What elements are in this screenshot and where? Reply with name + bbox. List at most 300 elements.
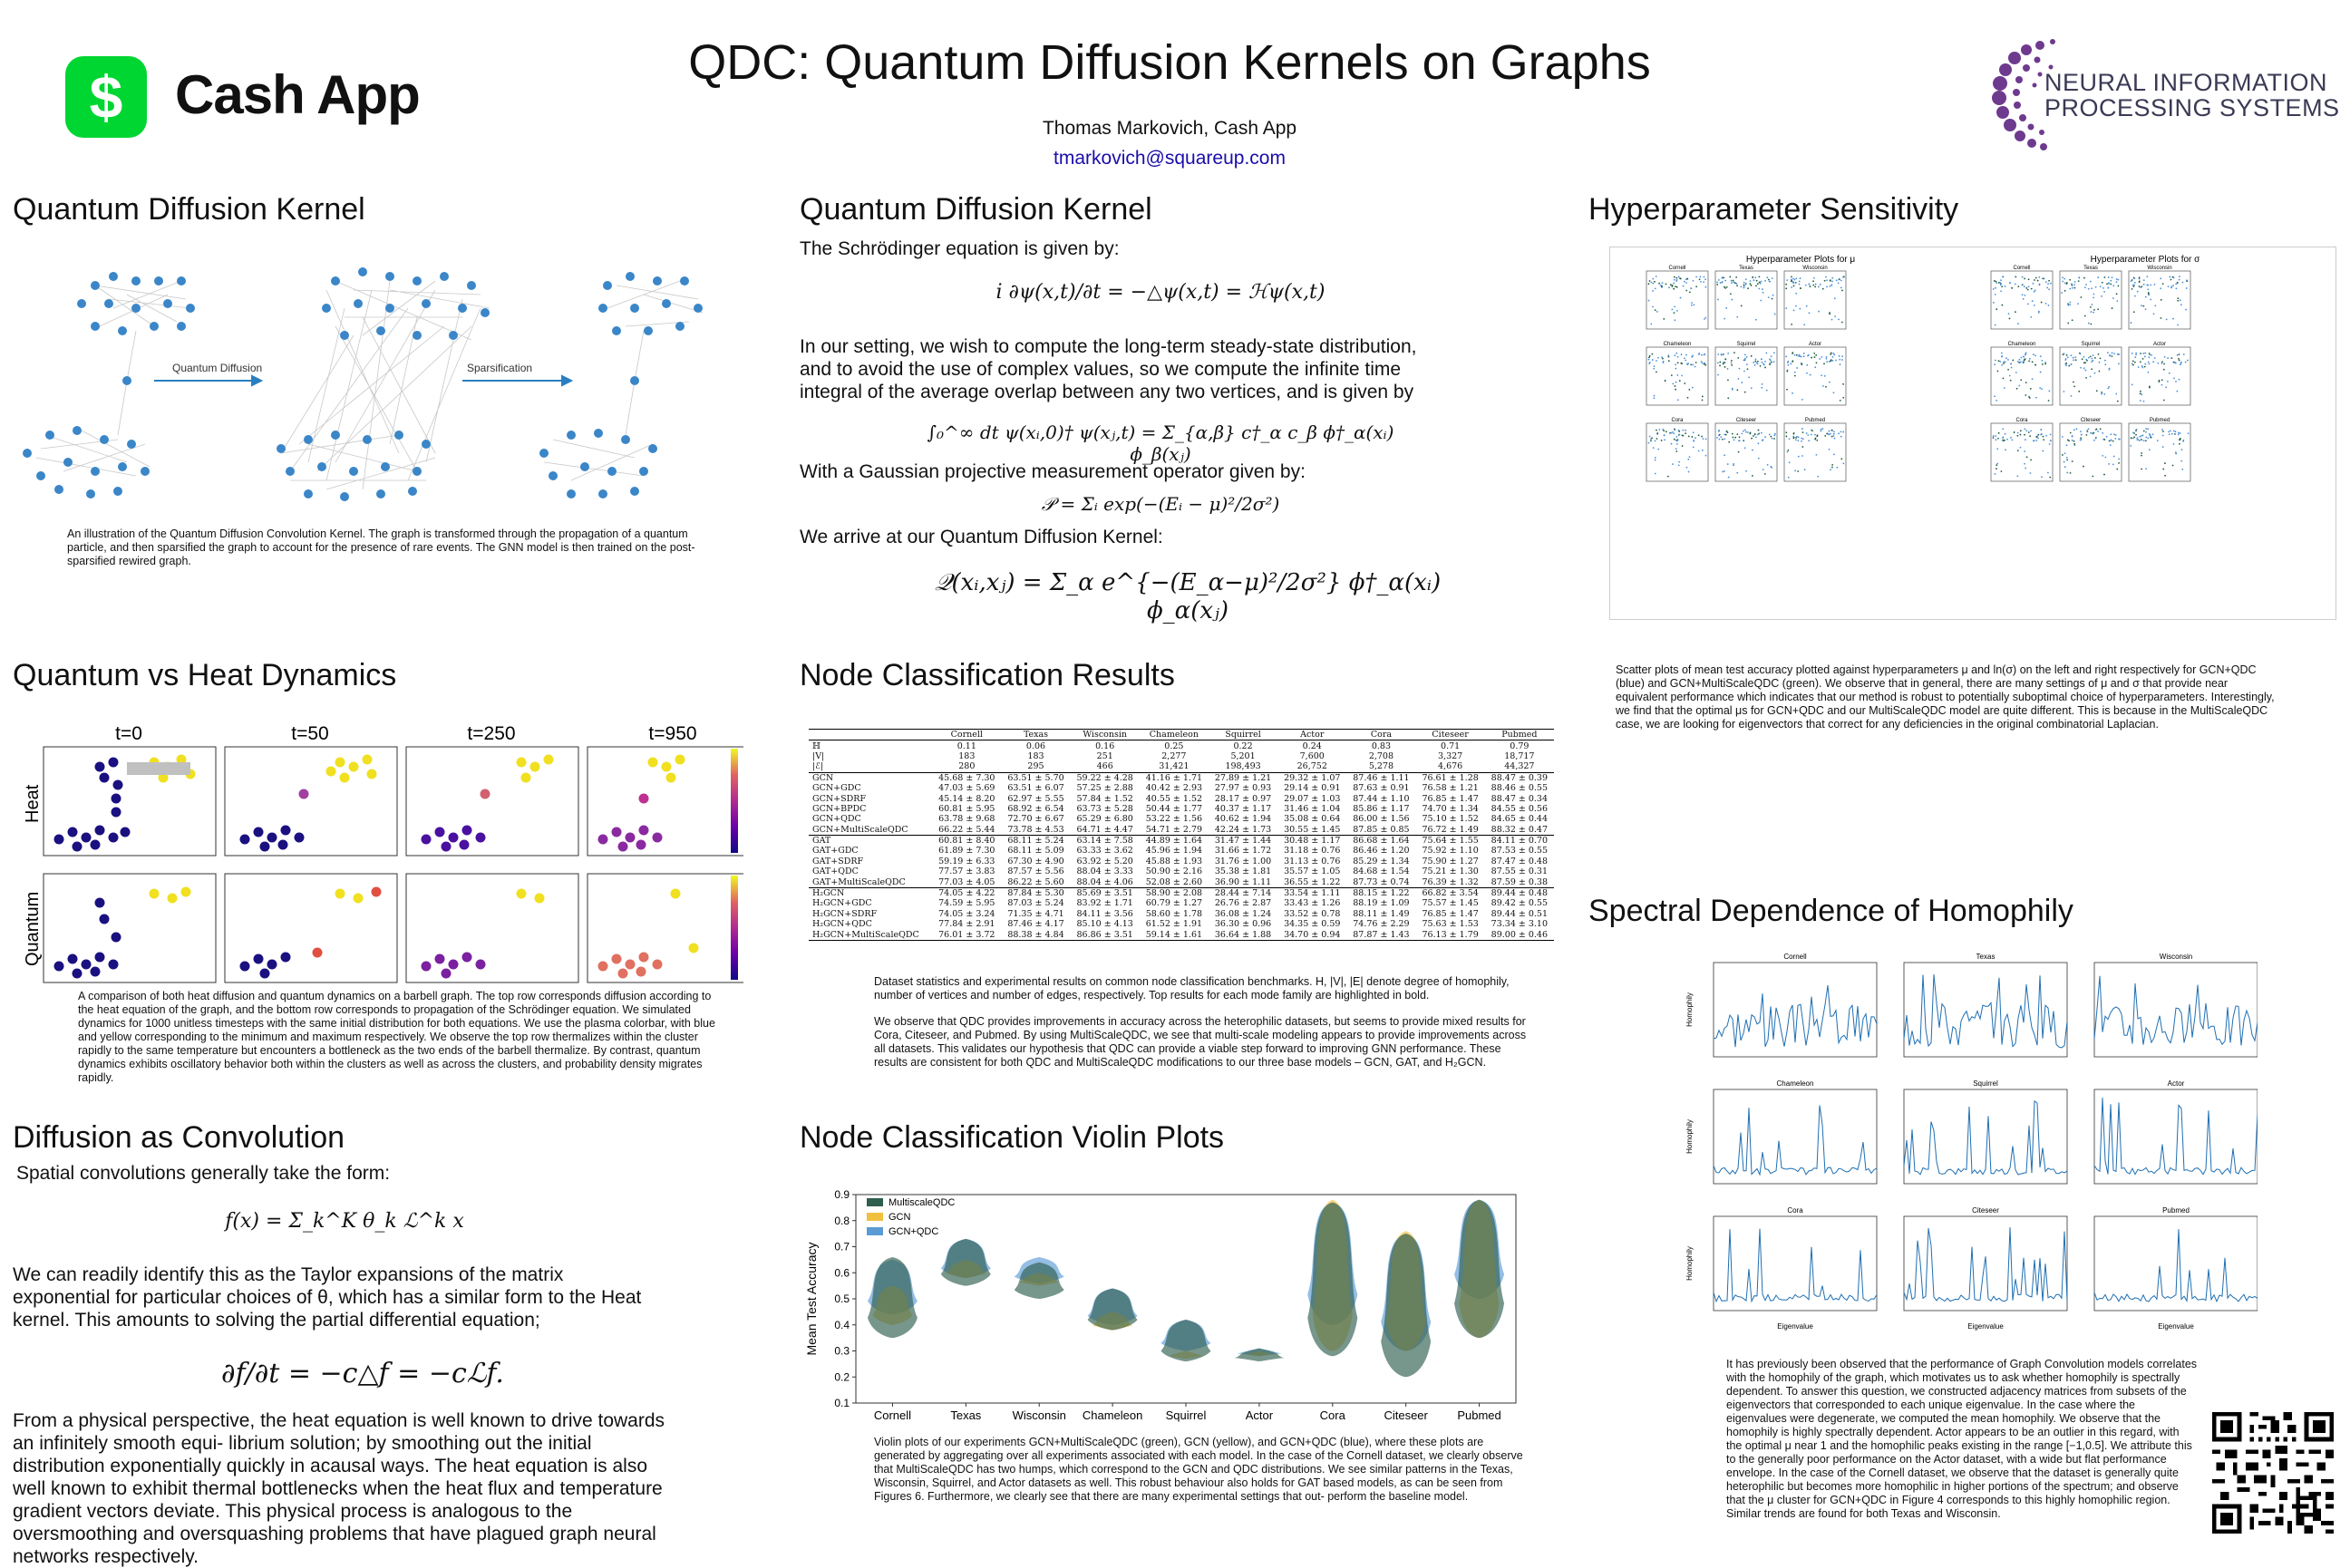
table-cell: 0.16 bbox=[1095, 740, 1115, 751]
scatter-point bbox=[2041, 302, 2043, 304]
scatter-point bbox=[2180, 460, 2182, 462]
scatter-point bbox=[2088, 357, 2090, 359]
scatter-point bbox=[1677, 399, 1679, 401]
x-axis-label: Eigenvalue bbox=[1967, 1322, 2004, 1331]
scatter-point bbox=[2144, 363, 2146, 365]
table-cell: 36.55 ± 1.22 bbox=[1284, 876, 1341, 887]
scatter-point bbox=[1831, 281, 1833, 283]
scatter-point bbox=[1754, 364, 1756, 366]
scatter-point bbox=[2070, 472, 2072, 474]
scatter-point bbox=[1727, 368, 1729, 370]
scatter-point bbox=[1762, 383, 1763, 385]
scatter-point bbox=[2043, 436, 2044, 438]
table-cell: 87.87 ± 1.43 bbox=[1346, 929, 1415, 940]
scatter-point bbox=[2040, 355, 2042, 357]
table-cell: 34.70 ± 0.94 bbox=[1277, 929, 1346, 940]
scatter-point bbox=[2087, 431, 2089, 433]
scatter-point bbox=[2133, 277, 2135, 279]
scatter-point bbox=[2091, 358, 2093, 360]
scatter-point bbox=[1792, 392, 1793, 394]
scatter-point bbox=[2096, 390, 2098, 392]
scatter-point bbox=[1829, 361, 1830, 363]
scatter-point bbox=[1682, 430, 1684, 431]
scatter-point bbox=[2048, 305, 2050, 306]
scatter-point bbox=[2065, 363, 2067, 364]
scatter-point bbox=[1754, 433, 1756, 435]
table-cell: 29.32 ± 1.07 bbox=[1277, 772, 1346, 783]
scatter-point bbox=[2091, 368, 2093, 370]
scatter-point bbox=[2141, 452, 2142, 454]
scatter-point bbox=[2068, 365, 2070, 367]
table-row-label: GCN bbox=[809, 772, 932, 783]
y-tick-label: 0.5 bbox=[834, 1292, 850, 1305]
scatter-point bbox=[1812, 280, 1814, 282]
scatter-point bbox=[1815, 284, 1817, 286]
scatter-point bbox=[2117, 353, 2119, 355]
table-cell: Wisconsin bbox=[1071, 730, 1140, 740]
scatter-point bbox=[1802, 431, 1804, 433]
scatter-point bbox=[1813, 353, 1815, 354]
scatter-point bbox=[2064, 290, 2066, 292]
scatter-point bbox=[1809, 283, 1811, 285]
scatter-point bbox=[1737, 357, 1739, 359]
scatter-point bbox=[2130, 445, 2132, 447]
equation-spatial-conv: f(x) = Σ_k^K θ_k ℒ^k x bbox=[225, 1210, 464, 1233]
scatter-point bbox=[2064, 452, 2066, 454]
scatter-point bbox=[2145, 440, 2147, 441]
scatter-point bbox=[1681, 375, 1683, 377]
scatter-point bbox=[2076, 428, 2078, 430]
scatter-point bbox=[2163, 363, 2165, 365]
scatter-point bbox=[2093, 312, 2094, 314]
scatter-point bbox=[1792, 281, 1794, 283]
scatter-point bbox=[1760, 300, 1762, 302]
scatter-point bbox=[2022, 294, 2024, 295]
scatter-point bbox=[2173, 377, 2175, 379]
scatter-point bbox=[1704, 363, 1705, 365]
scatter-point bbox=[2020, 357, 2022, 359]
scatter-point bbox=[2132, 285, 2134, 286]
scatter-point bbox=[2136, 429, 2138, 431]
scatter-point bbox=[1806, 364, 1808, 366]
scatter-point bbox=[2140, 353, 2141, 354]
scatter-point bbox=[1651, 353, 1653, 355]
scatter-point bbox=[1762, 440, 1763, 441]
scatter-point bbox=[1785, 431, 1787, 433]
scatter-point bbox=[1744, 359, 1746, 361]
scatter-point bbox=[1793, 432, 1795, 434]
scatter-point bbox=[1648, 442, 1650, 444]
scatter-point bbox=[2003, 363, 2005, 364]
scatter-point bbox=[2174, 433, 2176, 435]
scatter-point bbox=[2140, 391, 2141, 392]
results-table bbox=[809, 729, 1554, 941]
scatter-point bbox=[2161, 361, 2163, 363]
table-row-label: H₂GCN+MultiScaleQDC bbox=[809, 929, 932, 940]
subplot-title: Pubmed bbox=[2162, 1206, 2190, 1215]
scatter-point bbox=[1701, 354, 1703, 356]
scatter-point bbox=[2061, 292, 2063, 294]
scatter-point bbox=[2162, 431, 2164, 432]
table-cell: 0.22 bbox=[1233, 740, 1253, 751]
table-cell: 31.76 ± 1.00 bbox=[1214, 856, 1272, 866]
scatter-point bbox=[1705, 438, 1707, 440]
scatter-point bbox=[2098, 353, 2100, 355]
table-cell: 76.13 ± 1.79 bbox=[1416, 929, 1485, 940]
table-cell: 87.84 ± 5.30 bbox=[1001, 887, 1070, 898]
scatter-point bbox=[2175, 451, 2177, 453]
scatter-point bbox=[1840, 431, 1842, 432]
scatter-point bbox=[2081, 434, 2083, 436]
scatter-point bbox=[2117, 279, 2119, 281]
scatter-point bbox=[1663, 318, 1665, 320]
scatter-point bbox=[1650, 282, 1652, 284]
scatter-point bbox=[1826, 361, 1828, 363]
scatter-point bbox=[1842, 431, 1844, 433]
table-cell: 73.34 ± 3.10 bbox=[1491, 919, 1549, 930]
table-cell: Pubmed bbox=[1485, 730, 1554, 740]
table-row-label: H₂GCN+SDRF bbox=[812, 908, 878, 919]
scatter-point bbox=[1695, 362, 1697, 363]
scatter-point bbox=[1790, 363, 1792, 364]
scatter-point bbox=[2030, 472, 2032, 474]
subplot-title: Squirrel bbox=[1736, 342, 1756, 347]
scatter-point bbox=[2162, 446, 2164, 448]
scatter-point bbox=[1745, 431, 1747, 433]
scatter-point bbox=[1732, 433, 1733, 435]
scatter-point bbox=[2062, 436, 2064, 438]
scatter-point bbox=[1771, 355, 1772, 357]
scatter-point bbox=[2066, 282, 2068, 284]
scatter-point bbox=[1661, 286, 1663, 287]
scatter-point bbox=[1655, 309, 1656, 311]
scatter-point bbox=[1838, 282, 1840, 284]
scatter-point bbox=[2141, 455, 2142, 457]
table-cell: 35.57 ± 1.05 bbox=[1284, 866, 1341, 877]
table-cell: 86.86 ± 3.51 bbox=[1071, 929, 1140, 940]
scatter-point bbox=[2048, 280, 2050, 282]
scatter-point bbox=[2161, 317, 2162, 319]
scatter-point bbox=[1654, 395, 1656, 397]
scatter-point bbox=[1733, 280, 1734, 282]
table-row-label: GCN+MultiScaleQDC bbox=[812, 824, 908, 835]
table-cell: 63.73 ± 5.28 bbox=[1076, 803, 1133, 814]
scatter-point bbox=[2032, 378, 2034, 380]
scatter-point bbox=[2028, 431, 2030, 433]
scatter-point bbox=[2112, 440, 2114, 442]
table-cell: 77.03 ± 4.05 bbox=[938, 876, 995, 887]
scatter-point bbox=[2083, 277, 2085, 279]
table-cell: 54.71 ± 2.79 bbox=[1145, 824, 1203, 835]
scatter-point bbox=[1724, 438, 1725, 440]
table-cell: 31.46 ± 1.04 bbox=[1284, 803, 1341, 814]
scatter-point bbox=[1826, 356, 1828, 358]
scatter-point bbox=[1741, 286, 1743, 288]
scatter-point bbox=[1840, 400, 1841, 402]
scatter-point bbox=[1664, 434, 1665, 436]
table-row-label bbox=[809, 730, 932, 740]
scatter-point bbox=[2048, 391, 2050, 392]
scatter-point bbox=[1806, 305, 1808, 307]
scatter-point bbox=[2112, 463, 2114, 465]
scatter-point bbox=[1743, 287, 1745, 289]
scatter-point bbox=[2154, 305, 2156, 306]
table-cell: 87.03 ± 5.24 bbox=[1007, 898, 1064, 909]
scatter-point bbox=[2118, 462, 2120, 464]
scatter-point bbox=[1648, 300, 1650, 302]
scatter-point bbox=[2066, 472, 2068, 474]
table-cell: 4,676 bbox=[1438, 761, 1463, 772]
scatter-point bbox=[2025, 394, 2026, 396]
table-row-label: GAT bbox=[809, 835, 932, 846]
scatter-point bbox=[1741, 382, 1743, 383]
scatter-point bbox=[1766, 276, 1768, 278]
scatter-point bbox=[1840, 280, 1842, 282]
scatter-point bbox=[1726, 286, 1728, 288]
author-email-link[interactable]: tmarkovich@squareup.com bbox=[1054, 148, 1286, 169]
scatter-point bbox=[1719, 439, 1721, 440]
subplot-title: Squirrel bbox=[2081, 342, 2101, 347]
time-label-50: t=50 bbox=[291, 723, 329, 744]
scatter-point bbox=[1996, 281, 1997, 283]
scatter-point bbox=[1773, 438, 1775, 440]
scatter-point bbox=[2165, 386, 2167, 388]
scatter-point bbox=[2118, 438, 2120, 440]
scatter-point bbox=[1675, 280, 1677, 282]
scatter-point bbox=[1747, 431, 1749, 433]
scatter-point bbox=[1757, 361, 1759, 363]
scatter-point bbox=[1671, 374, 1673, 376]
scatter-point bbox=[2141, 365, 2143, 367]
table-row-label: GCN+QDC bbox=[812, 814, 861, 825]
scatter-point bbox=[1674, 429, 1675, 431]
table-cell: 87.46 ± 1.11 bbox=[1346, 772, 1415, 783]
scatter-point bbox=[1791, 276, 1792, 278]
scatter-point bbox=[2069, 279, 2071, 281]
scatter-point bbox=[2175, 453, 2177, 455]
scatter-point bbox=[2161, 384, 2163, 386]
subplot-title: Cornell bbox=[1783, 953, 1807, 961]
scatter-point bbox=[2148, 356, 2150, 358]
scatter-point bbox=[2014, 431, 2015, 433]
scatter-point bbox=[2015, 311, 2016, 313]
scatter-point bbox=[2001, 364, 2003, 366]
scatter-point bbox=[2028, 396, 2030, 398]
scatter-point bbox=[1675, 382, 1677, 383]
scatter-point bbox=[2069, 302, 2071, 304]
scatter-point bbox=[2108, 386, 2110, 388]
scatter-point bbox=[2141, 286, 2142, 287]
scatter-point bbox=[1761, 358, 1762, 360]
scatter-point bbox=[2168, 431, 2170, 432]
scatter-point bbox=[1685, 360, 1686, 362]
scatter-point bbox=[2104, 360, 2106, 362]
hyperparam-figure bbox=[1609, 247, 2336, 620]
table-cell: 30.48 ± 1.17 bbox=[1277, 835, 1346, 846]
scatter-point bbox=[2010, 363, 2012, 364]
subplot-title: Cornell bbox=[1668, 266, 1686, 271]
scatter-point bbox=[1724, 362, 1726, 363]
scatter-point bbox=[1675, 353, 1677, 354]
scatter-point bbox=[1704, 318, 1705, 320]
scatter-point bbox=[1795, 293, 1797, 295]
violin-multiscaleqdc bbox=[1381, 1234, 1431, 1377]
scatter-point bbox=[2112, 307, 2113, 309]
scatter-point bbox=[1814, 356, 1816, 358]
scatter-point bbox=[2066, 457, 2068, 459]
scatter-point bbox=[1746, 356, 1748, 358]
scatter-point bbox=[1650, 440, 1652, 442]
scatter-point bbox=[2017, 361, 2019, 363]
table-cell: 45.96 ± 1.94 bbox=[1145, 846, 1203, 857]
scatter-point bbox=[2020, 362, 2022, 363]
scatter-point bbox=[1762, 292, 1764, 294]
table-cell: 65.29 ± 6.80 bbox=[1076, 814, 1133, 825]
y-axis-label: Homophily bbox=[1685, 1246, 1694, 1281]
scatter-point bbox=[1821, 431, 1822, 432]
scatter-point bbox=[1999, 361, 2001, 363]
scatter-point bbox=[1695, 276, 1697, 278]
y-tick-label: 0.9 bbox=[834, 1188, 850, 1201]
scatter-point bbox=[1814, 366, 1816, 368]
scatter-point bbox=[2182, 440, 2184, 441]
scatter-point bbox=[1801, 455, 1803, 457]
scatter-point bbox=[2025, 287, 2027, 289]
scatter-point bbox=[1773, 361, 1775, 363]
table-row bbox=[809, 740, 1554, 751]
scatter-point bbox=[1720, 282, 1722, 284]
scatter-point bbox=[2139, 440, 2141, 441]
scatter-point bbox=[1649, 280, 1651, 282]
scatter-point bbox=[1761, 432, 1762, 434]
scatter-point bbox=[1764, 367, 1766, 369]
scatter-point bbox=[1677, 439, 1679, 440]
scatter-point bbox=[1825, 386, 1827, 388]
table-cell: 60.79 ± 1.27 bbox=[1145, 898, 1203, 909]
results-caption-2: We observe that QDC provides improvements in accuracy across the heterophilic datasets, but seems to provide mixed results for Cora, Citeseer, and Pubmed. By using MultiScaleQDC, we see that multi-scale modeling appears to provide improvements across all datasets. This validates our hypothesis that QDC can provide a viable step forward to improving GNN performance. These results are consistent for both QDC and MultiScaleQDC modifications to our three base models – GCN, GAT, and H₂GCN. bbox=[874, 1015, 1527, 1069]
scatter-point bbox=[2072, 285, 2073, 286]
scatter-point bbox=[2177, 282, 2179, 284]
scatter-point bbox=[1788, 364, 1790, 366]
results-table-wrapper bbox=[809, 729, 1554, 941]
table-row-label: |V| bbox=[812, 750, 825, 761]
scatter-point bbox=[1673, 283, 1675, 285]
scatter-point bbox=[2111, 439, 2112, 440]
scatter-point bbox=[1754, 361, 1756, 363]
scatter-point bbox=[2025, 430, 2027, 431]
table-cell: 33.43 ± 1.26 bbox=[1284, 898, 1341, 909]
violin-chart bbox=[800, 1186, 1525, 1430]
scatter-point bbox=[1735, 276, 1737, 278]
scatter-point bbox=[1840, 436, 1842, 438]
scatter-point bbox=[1811, 429, 1812, 431]
scatter-point bbox=[1692, 354, 1694, 356]
scatter-point bbox=[1745, 278, 1747, 280]
table-cell: 87.47 ± 0.48 bbox=[1491, 856, 1549, 866]
scatter-point bbox=[1831, 277, 1833, 279]
scatter-point bbox=[1841, 322, 1843, 324]
scatter-point bbox=[2041, 433, 2043, 435]
scatter-point bbox=[2179, 279, 2180, 281]
scatter-point bbox=[1751, 387, 1753, 389]
subplot-title: Chameleon bbox=[2007, 342, 2036, 347]
table-cell: Squirrel bbox=[1209, 730, 1277, 740]
hyper-subplot-mu bbox=[1784, 347, 1846, 405]
scatter-point bbox=[2083, 466, 2084, 468]
equation-measurement-op: 𝒫 = Σᵢ exp(−(Eᵢ − μ)²/2σ²) bbox=[1041, 493, 1280, 515]
scatter-point bbox=[2071, 354, 2073, 356]
scatter-point bbox=[2048, 400, 2050, 402]
scatter-point bbox=[1652, 306, 1654, 308]
scatter-point bbox=[2040, 372, 2042, 373]
scatter-point bbox=[2101, 295, 2102, 297]
spectral-subplot bbox=[2094, 1216, 2258, 1311]
table-cell: Texas bbox=[1001, 730, 1070, 740]
scatter-point bbox=[1795, 282, 1797, 284]
table-cell: 88.32 ± 0.47 bbox=[1491, 824, 1549, 835]
scatter-point bbox=[1668, 286, 1670, 288]
table-cell: 59.19 ± 6.33 bbox=[938, 856, 995, 866]
scatter-point bbox=[1674, 312, 1675, 314]
hyper-subplot-sigma bbox=[2060, 271, 2122, 329]
scatter-point bbox=[2113, 353, 2115, 354]
qr-code-icon[interactable] bbox=[2212, 1412, 2334, 1534]
scatter-point bbox=[1717, 362, 1719, 363]
scatter-point bbox=[1747, 287, 1749, 289]
table-row bbox=[809, 804, 1554, 814]
scatter-point bbox=[1815, 354, 1817, 356]
scatter-point bbox=[1765, 353, 1767, 354]
scatter-point bbox=[1793, 437, 1795, 439]
table-row bbox=[809, 887, 1554, 898]
scatter-point bbox=[2093, 354, 2094, 356]
scatter-point bbox=[1826, 358, 1828, 360]
scatter-point bbox=[1841, 290, 1843, 292]
scatter-point bbox=[1675, 277, 1677, 279]
scatter-point bbox=[1702, 363, 1704, 364]
scatter-point bbox=[1830, 286, 1831, 287]
scatter-point bbox=[1743, 440, 1744, 441]
scatter-point bbox=[1672, 431, 1674, 433]
scatter-point bbox=[2102, 432, 2103, 434]
table-cell: 73.78 ± 4.53 bbox=[1007, 824, 1064, 835]
scatter-point bbox=[2167, 381, 2169, 382]
scatter-point bbox=[1731, 280, 1733, 282]
section-title-spectral: Spectral Dependence of Homophily bbox=[1588, 894, 2073, 928]
scatter-point bbox=[2177, 300, 2179, 302]
scatter-point bbox=[2143, 440, 2145, 441]
scatter-point bbox=[1660, 285, 1662, 286]
table-cell: Cora bbox=[1346, 730, 1415, 740]
scatter-point bbox=[2149, 449, 2151, 450]
scatter-point bbox=[2003, 440, 2005, 442]
scatter-point bbox=[2041, 388, 2043, 390]
scatter-point bbox=[1724, 366, 1726, 368]
scatter-point bbox=[2034, 305, 2035, 306]
scatter-point bbox=[1678, 464, 1680, 466]
scatter-point bbox=[1832, 356, 1834, 358]
scatter-point bbox=[2112, 352, 2113, 353]
scatter-point bbox=[2030, 431, 2032, 432]
scatter-point bbox=[2139, 276, 2141, 278]
scatter-point bbox=[2091, 287, 2093, 289]
scatter-point bbox=[1833, 353, 1835, 355]
scatter-point bbox=[1702, 399, 1704, 401]
scatter-point bbox=[1734, 282, 1736, 284]
scatter-point bbox=[2077, 303, 2079, 305]
table-cell: 63.14 ± 7.58 bbox=[1071, 835, 1140, 846]
x-axis-label: Eigenvalue bbox=[2158, 1322, 2194, 1331]
